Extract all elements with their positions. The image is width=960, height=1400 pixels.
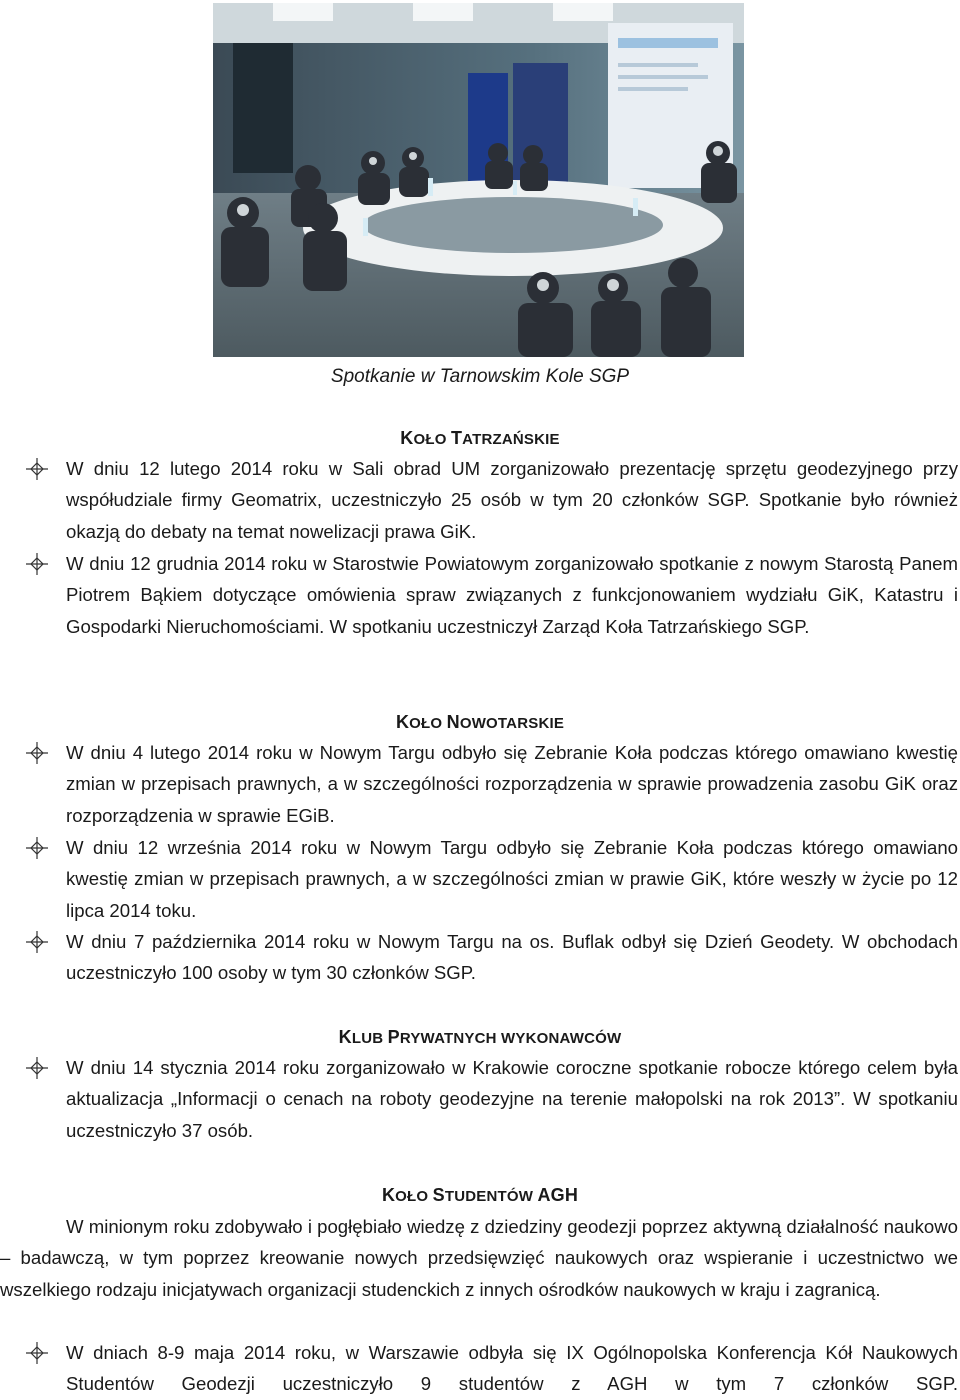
list-item: W dniu 4 lutego 2014 roku w Nowym Targu odbyło się Zebranie Koła podczas którego omawiano kwestię zmian w przepisach prawnych, a w szczególności rozporządzenia w sprawie prowadzenia zasobu GiK oraz rozporządzenia w sprawie EGiB. (66, 742, 958, 826)
section-heading-klub: KLUB PRYWATNYCH WYKONAWCÓW (338, 1027, 622, 1047)
diamond-bullet-icon (23, 739, 51, 767)
meeting-photo-illustration (213, 3, 744, 357)
diamond-bullet-icon (23, 1339, 51, 1367)
list-item: W dniu 12 września 2014 roku w Nowym Targu odbyło się Zebranie Koła podczas którego omawiano kwestię zmian w przepisach prawnych, a w szczególności zmian w prawie GiK, które weszły w życie po 12 lipca 2014 toku. (66, 837, 958, 921)
list-item: W dniu 7 października 2014 roku w Nowym Targu na os. Buflak odbył się Dzień Geodety. W obchodach uczestniczyło 100 osoby w tym 30 członków SGP. (66, 931, 958, 984)
list-item: W dniu 12 lutego 2014 roku w Sali obrad UM zorganizowało prezentację sprzętu geodezyjnego przy współudziale firmy Geomatrix, uczestniczyło 25 osób w tym 20 członków SGP. Spotkanie było również okazją do debaty na temat nowelizacji prawa GiK. (66, 458, 958, 542)
diamond-bullet-icon (23, 834, 51, 862)
list-item: W dniu 14 stycznia 2014 roku zorganizowało w Krakowie coroczne spotkanie robocze którego celem była aktualizacja „Informacji o cenach na roboty geodezyjne na terenie małopolski na rok 2013”. W spotkaniu uczestniczyło 37 osób. (66, 1057, 958, 1141)
diamond-bullet-icon (23, 550, 51, 578)
list-item: W dniach 8-9 maja 2014 roku, w Warszawie odbyła się IX Ogólnopolska Konferencja Kół Naukowych Studentów Geodezji uczestniczyło 9 studentów z AGH w tym 7 członków SGP. (66, 1342, 958, 1395)
section-heading-studentow: KOŁO STUDENTÓW AGH (381, 1185, 579, 1205)
diamond-bullet-icon (23, 455, 51, 483)
list-item: W dniu 12 grudnia 2014 roku w Starostwie Powiatowym zorganizowało spotkanie z nowym Starostą Panem Piotrem Bąkiem dotyczące omówienia spraw związanych z funkcjonowaniem wydziału GiK, Katastru i Gospodarki Nieruchomościami. W spotkaniu uczestniczył Zarząd Koła Tatrzańskiego SGP. (66, 553, 958, 637)
section-heading-tatrzanskie: KOŁO TATRZAŃSKIE (400, 428, 560, 448)
meeting-photo (213, 3, 744, 357)
photo-caption: Spotkanie w Tarnowskim Kole SGP (330, 366, 630, 387)
section-paragraph: W minionym roku zdobywało i pogłębiało wiedzę z dziedziny geodezji poprzez aktywną działalność naukowo – badawczą, w tym poprzez kreowanie nowych przedsięwzięć naukowych oraz wspieranie i uczestnictwo we wszelkiego rodzaju inicjatywach organizacji studenckich z innych ośrodków naukowych w kraju i zagranicą. (0, 1216, 958, 1300)
diamond-bullet-icon (23, 928, 51, 956)
diamond-bullet-icon (23, 1054, 51, 1082)
section-heading-nowotarskie: KOŁO NOWOTARSKIE (395, 712, 565, 732)
